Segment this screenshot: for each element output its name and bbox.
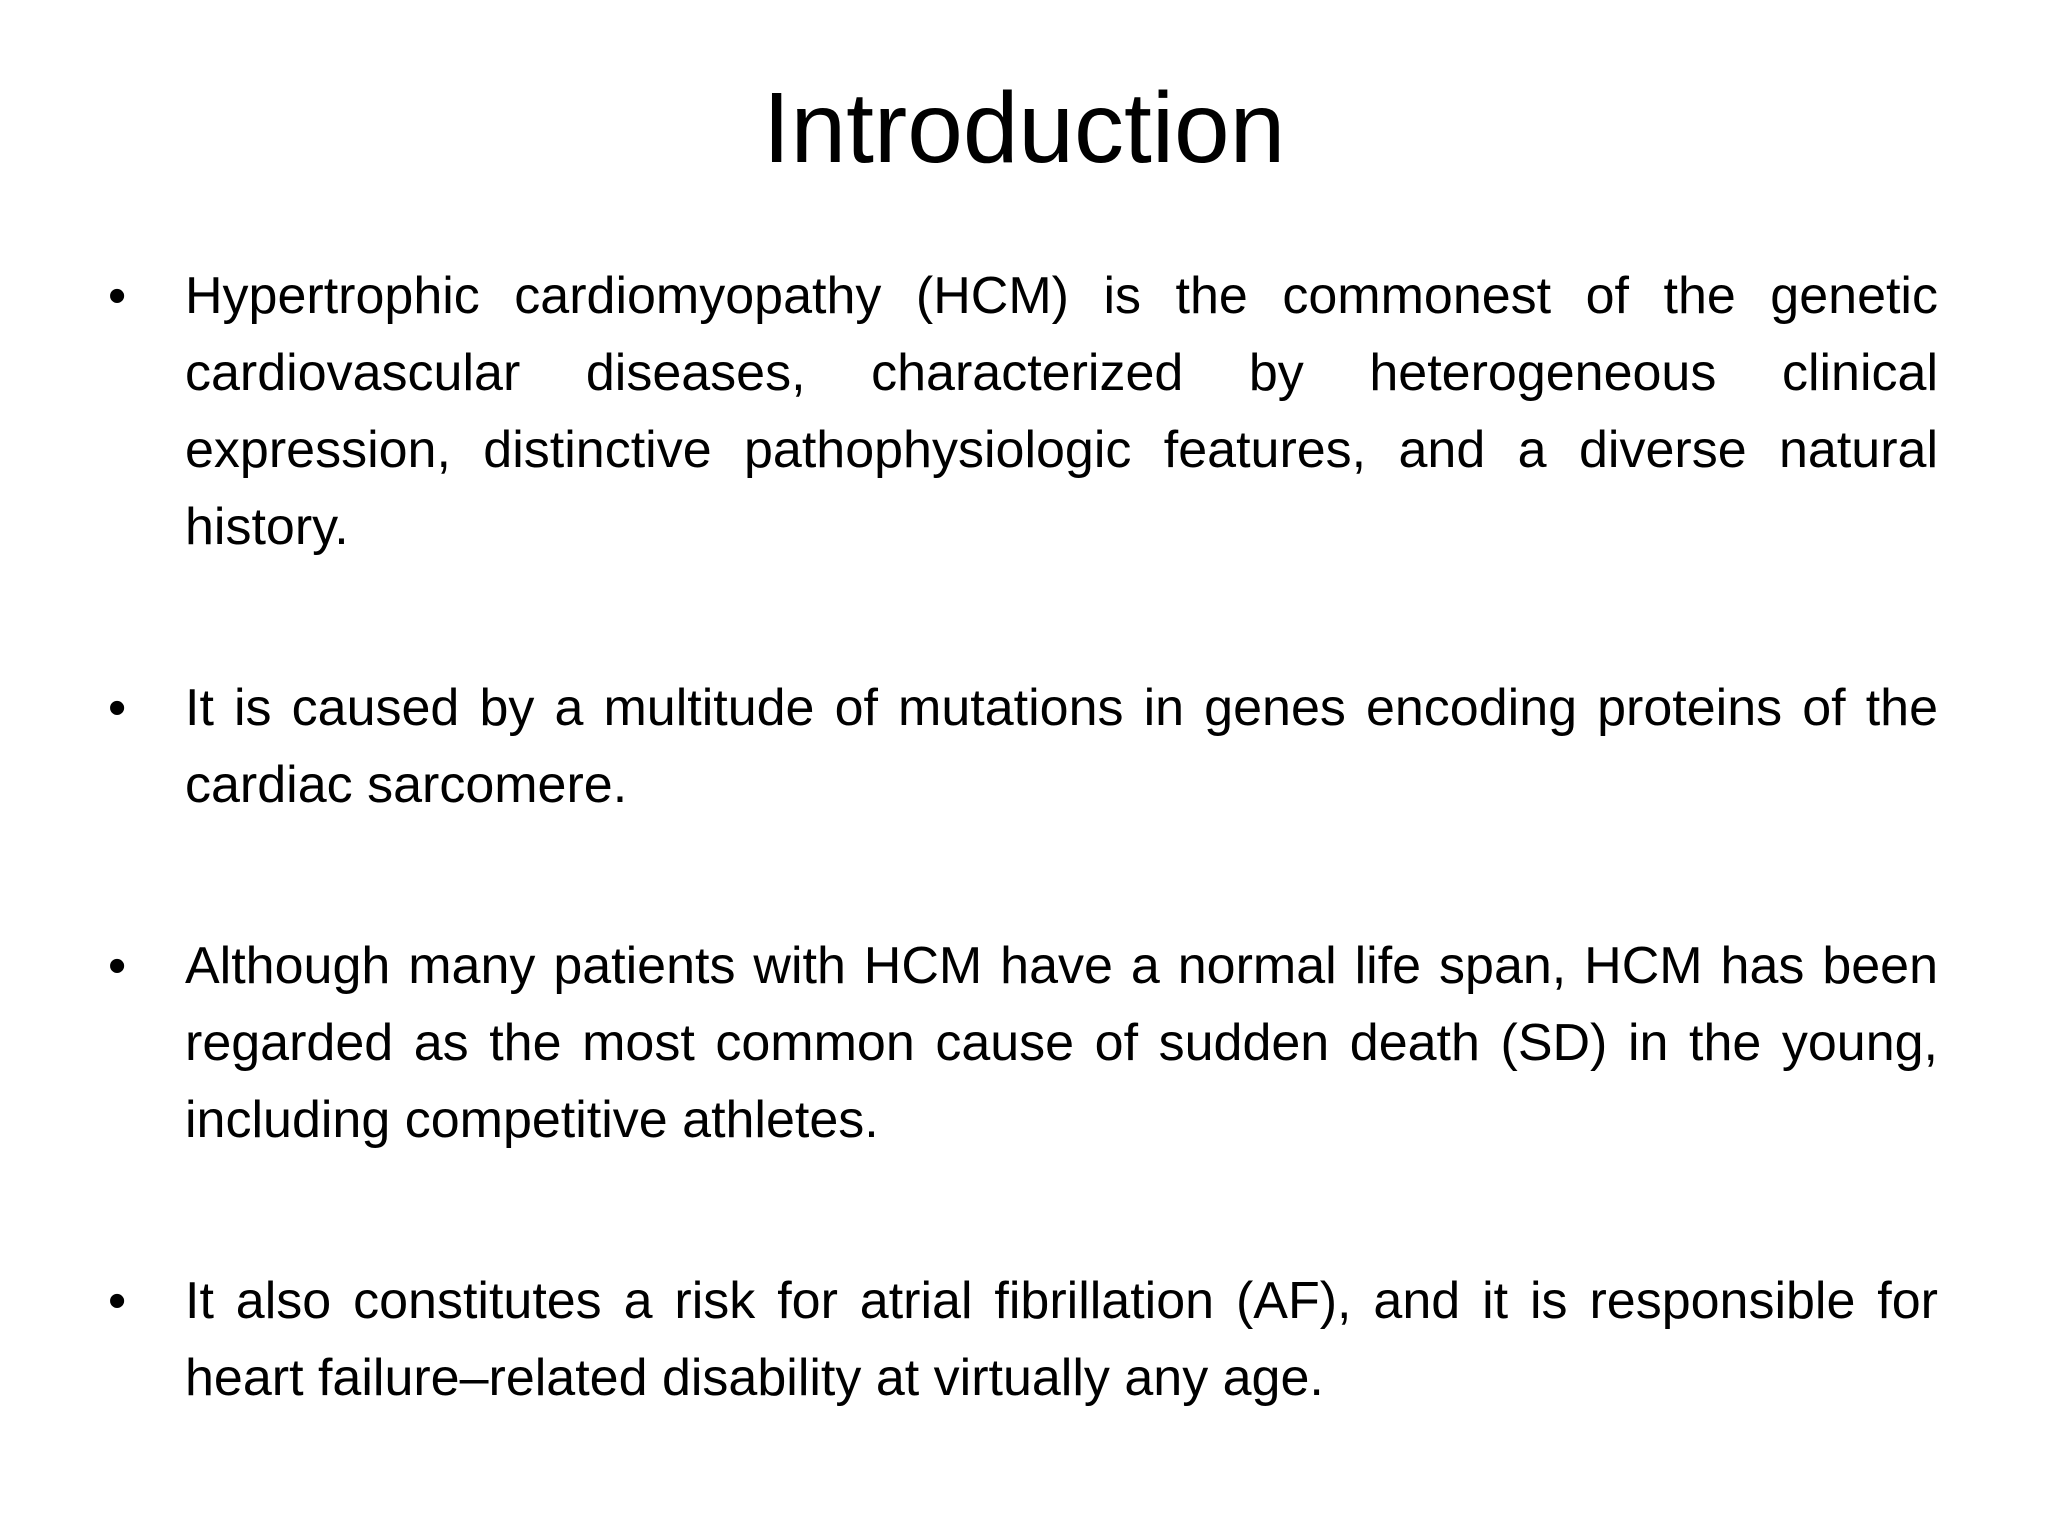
slide-title: Introduction <box>762 72 1286 184</box>
bullet-text: Hypertrophic cardiomyopathy (HCM) is the commonest of the genetic cardiovascular diseases, characterized by heterogeneous clinical expression, distinctive pathophysiologic features, and a diverse natural history. <box>185 267 1938 556</box>
bullet-icon: • <box>108 679 127 737</box>
bullet-item <box>108 928 1938 1159</box>
bullet-text: Although many patients with HCM have a normal life span, HCM has been regarded as the most common cause of sudden death (SD) in the young, including competitive athletes. <box>185 937 1938 1149</box>
bullet-item <box>108 1263 1938 1417</box>
bullet-icon: • <box>108 267 127 325</box>
bullet-icon: • <box>108 1272 127 1330</box>
bullet-text: It also constitutes a risk for atrial fibrillation (AF), and it is responsible for heart failure–related disability at virtually any age. <box>185 1272 1938 1407</box>
bullet-list <box>108 258 1938 1417</box>
bullet-text: It is caused by a multitude of mutations in genes encoding proteins of the cardiac sarcomere. <box>185 679 1938 814</box>
bullet-item <box>108 670 1938 824</box>
bullet-item <box>108 258 1938 566</box>
bullet-icon: • <box>108 937 127 995</box>
